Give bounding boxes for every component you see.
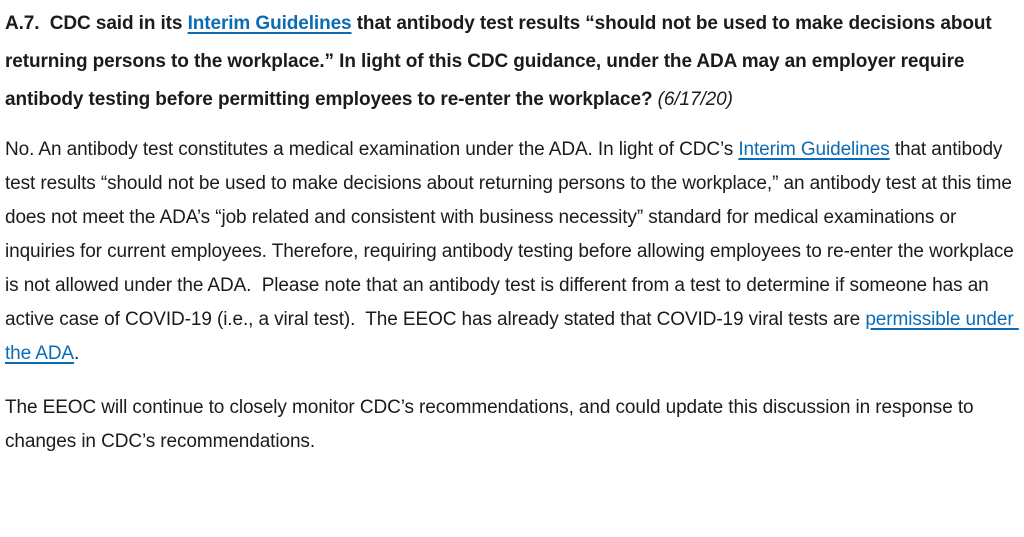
question-date: (6/17/20)	[657, 89, 733, 110]
question-text-part1: A.7. CDC said in its	[5, 13, 188, 34]
closing-text: The EEOC will continue to closely monitor CDC’s recommendations, and could update this discussion in response to changes in CDC’s recommendations.	[5, 397, 979, 452]
question-a7-heading	[5, 5, 1016, 119]
permissible-under-the-ada-link[interactable]: permissible under the ADA	[5, 309, 1019, 364]
answer-text-part3: .	[74, 343, 80, 364]
answer-paragraph	[5, 133, 1019, 371]
interim-guidelines-link-question[interactable]: Interim Guidelines	[187, 13, 352, 34]
interim-guidelines-link-answer[interactable]: Interim Guidelines	[738, 139, 890, 160]
closing-paragraph	[5, 391, 1016, 459]
question-text-part2: that antibody test results “should not be used to make decisions about returning persons to the workplace.” In light of this CDC guidance, under the ADA may an employer require antibody testing before permitting employees to re-enter the workplace?	[5, 13, 997, 110]
answer-text-part2: that antibody test results “should not be used to make decisions about returning persons to the workplace,” an antibody test at this time does not meet the ADA’s “job related and consistent with business necessity” standard for medical examinations or inquiries for current employees. Therefore, requiring antibody testing before allowing employees to re-enter the workplace is not allowed under the ADA. Please note that an antibody test is different from a test to determine if someone has an active case of COVID-19 (i.e., a viral test). The EEOC has already stated that COVID-19 viral tests are	[5, 139, 1019, 330]
answer-text-part1: No. An antibody test constitutes a medical examination under the ADA. In light of CDC’s	[5, 139, 739, 160]
